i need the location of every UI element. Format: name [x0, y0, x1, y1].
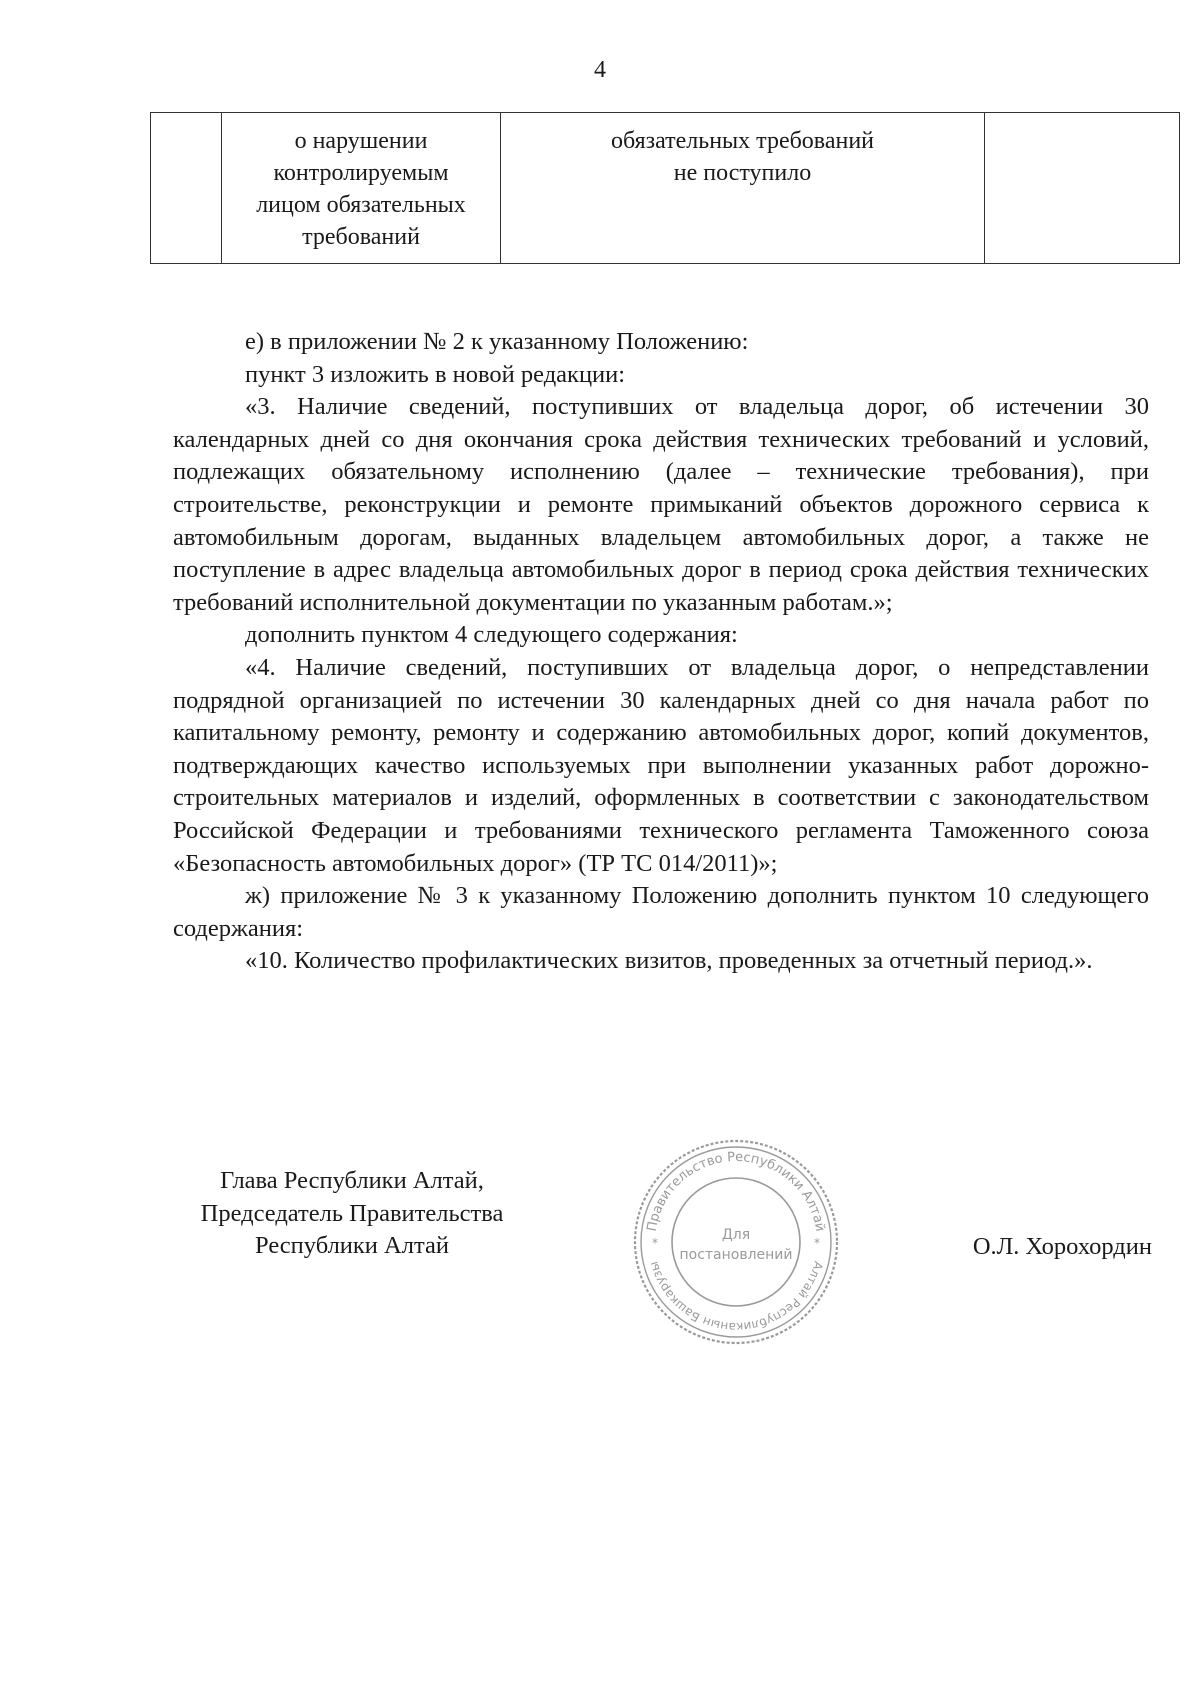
- seal-center-line-2: постановлений: [679, 1247, 793, 1263]
- paragraph-item-zh: ж) приложение № 3 к указанному Положению дополнить пунктом 10 следующего содержания:: [173, 882, 1149, 942]
- cell-line: о нарушении: [294, 128, 428, 154]
- paragraph-point-3-intro: пункт 3 изложить в новой редакции:: [245, 360, 626, 388]
- table-cell-indicator: [222, 113, 501, 264]
- seal-center-line-1: Для: [721, 1227, 751, 1243]
- page-number: 4: [594, 57, 606, 83]
- paragraph-point-10: «10. Количество профилактических визитов, проведенных за отчетный период.».: [245, 947, 1093, 975]
- cell-line: контролируемым: [273, 160, 449, 186]
- signatory-name: О.Л. Хорохордин: [972, 1233, 1152, 1260]
- official-seal: [631, 1137, 841, 1347]
- table-row: [151, 113, 1180, 264]
- cell-line: не поступило: [673, 160, 812, 186]
- paragraph-point-4-intro: дополнить пунктом 4 следующего содержания:: [245, 621, 738, 649]
- signatory-title-line: Председатель Правительства: [200, 1199, 504, 1227]
- cell-line: требований: [302, 224, 420, 250]
- continuation-table: [150, 112, 1180, 264]
- paragraph-point-3: «3. Наличие сведений, поступивших от владельца дорог, об истечении 30 календарных дней со дня окончания срока действия технических требований и условий, подлежащих обязательному исполнению (далее – технические требования), при строительстве, реконструкции и ремонте примыканий объектов дорожного сервиса к автомобильным дорогам, выданных владельцем автомобильных дорог, а также не поступление в адрес владельца автомобильных дорог в период срока действия технических требований исполнительной документации по указанным работам.»;: [173, 393, 1149, 616]
- signatory-title-line: Республики Алтай: [255, 1232, 449, 1260]
- cell-line: обязательных требований: [610, 128, 875, 154]
- signatory-title-line: Глава Республики Алтай,: [220, 1167, 484, 1194]
- cell-line: лицом обязательных: [256, 192, 466, 218]
- signatory-title: [172, 1165, 532, 1263]
- seal-outer-top-text: Правительство Республики Алтай: [644, 1149, 828, 1233]
- seal-outer-bottom-text: Алтай Республиканын Башкарузы: [646, 1259, 826, 1335]
- seal-star-icon: *: [652, 1236, 658, 1250]
- paragraph-item-e: е) в приложении № 2 к указанному Положению:: [245, 328, 749, 355]
- seal-star-icon: *: [814, 1236, 820, 1250]
- table-cell-empty: [985, 113, 1180, 264]
- table-cell-number: [151, 113, 222, 264]
- table-cell-condition: [501, 113, 985, 264]
- document-body: [173, 326, 1149, 978]
- paragraph-point-4: «4. Наличие сведений, поступивших от владельца дорог, о непредставлении подрядной организацией по истечении 30 календарных дней со дня начала работ по капитальному ремонту, ремонту и содержанию автомобильных дорог, копий документов, подтверждающих качество используемых при выполнении указанных работ дорожно-строительных материалов и изделий, оформленных в соответствии с законодательством Российской Федерации и требованиями технического регламента Таможенного союза «Безопасность автомобильных дорог» (ТР ТС 014/2011)»;: [173, 653, 1149, 877]
